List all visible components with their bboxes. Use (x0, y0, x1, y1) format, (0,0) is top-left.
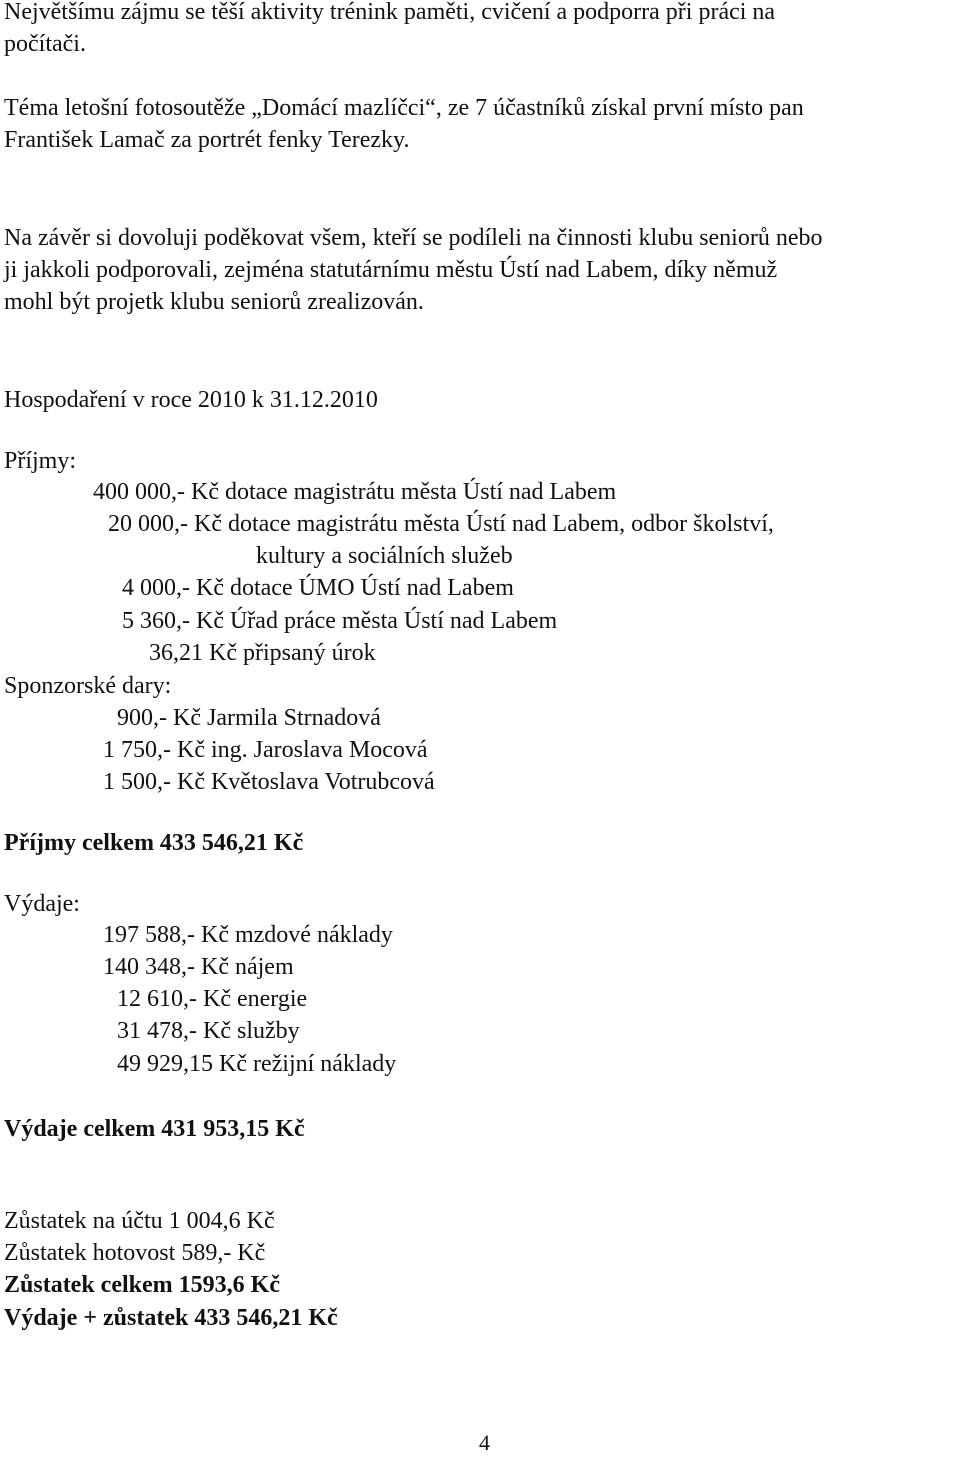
expense-plus-balance: Výdaje + zůstatek 433 546,21 Kč (4, 1305, 338, 1331)
paragraph-activities-line-2: počítači. (4, 31, 86, 57)
paragraph-photo-contest-line-2: František Lamač za portrét fenky Terezky. (4, 127, 410, 153)
finance-heading: Hospodaření v roce 2010 k 31.12.2010 (4, 387, 378, 413)
expense-item: 140 348,- Kč nájem (103, 954, 294, 980)
income-item: 5 360,- Kč Úřad práce města Ústí nad Labem (122, 608, 558, 634)
income-item-continuation: kultury a sociálních služeb (256, 543, 513, 569)
paragraph-photo-contest-line-1: Téma letošní fotosoutěže „Domácí mazlíčci“, ze 7 účastníků získal první místo pan (4, 95, 804, 121)
income-total: Příjmy celkem 433 546,21 Kč (4, 830, 304, 856)
income-item: 400 000,- Kč dotace magistrátu města Ústí nad Labem (93, 479, 617, 505)
paragraph-thanks-line-1: Na závěr si dovoluji poděkovat všem, kteří se podíleli na činnosti klubu seniorů nebo (4, 225, 823, 251)
balance-cash: Zůstatek hotovost 589,- Kč (4, 1240, 266, 1266)
expense-item: 49 929,15 Kč režijní náklady (117, 1051, 397, 1077)
expense-item: 197 588,- Kč mzdové náklady (103, 922, 393, 948)
sponsor-item: 1 500,- Kč Květoslava Votrubcová (103, 769, 435, 795)
balance-account: Zůstatek na účtu 1 004,6 Kč (4, 1208, 275, 1234)
expense-label: Výdaje: (4, 891, 80, 917)
income-item: 20 000,- Kč dotace magistrátu města Ústí nad Labem, odbor školství, (108, 511, 774, 537)
sponsor-label: Sponzorské dary: (4, 673, 172, 699)
income-item: 36,21 Kč připsaný úrok (149, 640, 376, 666)
sponsor-item: 900,- Kč Jarmila Strnadová (117, 705, 381, 731)
expense-item: 31 478,- Kč služby (117, 1018, 300, 1044)
income-label: Příjmy: (4, 448, 77, 474)
sponsor-item: 1 750,- Kč ing. Jaroslava Mocová (103, 737, 428, 763)
balance-total: Zůstatek celkem 1593,6 Kč (4, 1272, 280, 1298)
income-item: 4 000,- Kč dotace ÚMO Ústí nad Labem (122, 575, 514, 601)
expense-item: 12 610,- Kč energie (117, 986, 308, 1012)
paragraph-activities-line-1: Největšímu zájmu se těší aktivity trénink paměti, cvičení a podporra při práci na (4, 0, 776, 25)
paragraph-thanks-line-3: mohl být projetk klubu seniorů zrealizován. (4, 289, 424, 315)
paragraph-thanks-line-2: ji jakkoli podporovali, zejména statutárnímu městu Ústí nad Labem, díky němuž (4, 257, 778, 283)
page-number: 4 (479, 1430, 490, 1455)
expense-total: Výdaje celkem 431 953,15 Kč (4, 1116, 305, 1142)
